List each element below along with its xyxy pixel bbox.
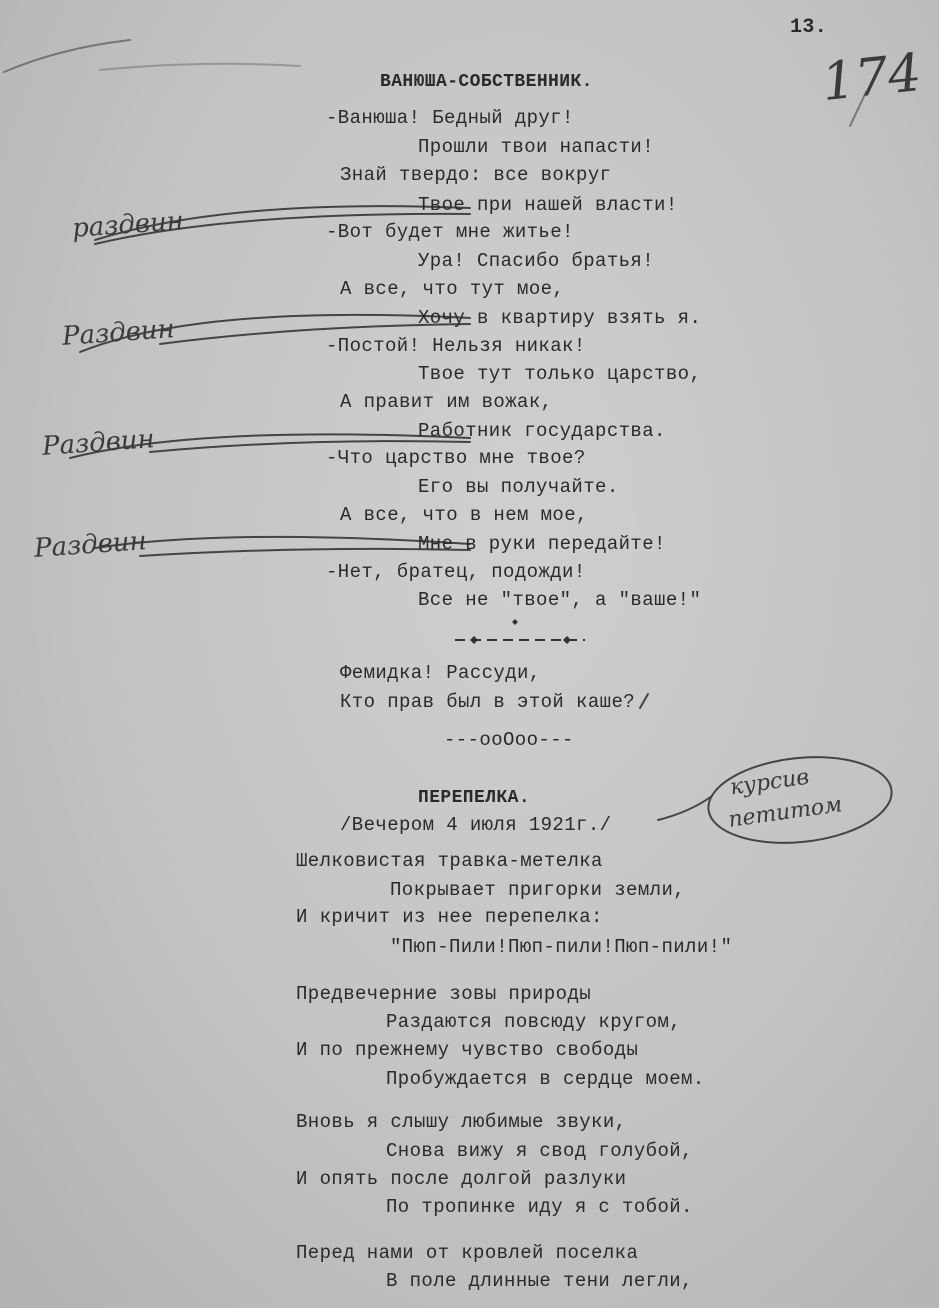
poem-subtitle: /Вечером 4 июля 1921г./	[340, 814, 612, 836]
poem-line: -Постой! Нельзя никак!	[326, 335, 586, 357]
poem-line: И по прежнему чувство свободы	[296, 1039, 639, 1061]
poem-line: Мне в руки передайте!	[418, 533, 666, 555]
poem-line: Твое при нашей власти!	[418, 194, 678, 216]
margin-note: Раздвин	[61, 314, 176, 352]
poem-title: ВАНЮША-СОБСТВЕННИК.	[380, 72, 593, 92]
side-note: петитом	[726, 792, 844, 833]
poem-line: Снова вижу я свод голубой,	[386, 1140, 693, 1162]
poem-line: А все, что тут мое,	[340, 278, 565, 300]
poem-ending-line: Фемидка! Рассуди,	[340, 662, 541, 684]
poem-line: Вновь я слышу любимые звуки,	[296, 1111, 627, 1133]
poem-line: "Пюп-Пили!Пюп-пили!Пюп-пили!"	[390, 936, 733, 958]
poem-line: Хочу в квартиру взять я.	[418, 307, 702, 329]
poem-line: В поле длинные тени легли,	[386, 1270, 693, 1292]
poem-line: Перед нами от кровлей поселка	[296, 1242, 639, 1264]
poem-line: Ура! Спасибо братья!	[418, 250, 655, 272]
end-mark: ---ooOoo---	[444, 729, 574, 751]
poem-line: Твое тут только царство,	[418, 363, 702, 385]
poem-line: Пробуждается в сердце моем.	[386, 1068, 705, 1090]
poem-line: Раздаются повсюду кругом,	[386, 1011, 682, 1033]
margin-note: раздвин	[71, 206, 185, 244]
poem-line: А правит им вожак,	[340, 391, 553, 413]
poem-line: Все не "твое", а "ваше!"	[418, 589, 702, 611]
poem-line: Покрывает пригорки земли,	[390, 879, 686, 901]
poem-line: Шелковистая травка-метелка	[296, 850, 603, 872]
page-number: 13.	[790, 16, 828, 39]
poem-line: -Что царство мне твое?	[326, 447, 586, 469]
poem-line: -Вот будет мне житье!	[326, 221, 574, 243]
poem-line: И кричит из нее перепелка:	[296, 906, 603, 928]
margin-note: Раздвин	[33, 526, 148, 564]
poem-line: -Нет, братец, подожди!	[326, 561, 586, 583]
archive-number: 174	[819, 42, 925, 114]
poem-line: По тропинке иду я с тобой.	[386, 1196, 693, 1218]
poem-line: Предвечерние зовы природы	[296, 983, 592, 1005]
poem-line: Работник государства.	[418, 420, 666, 442]
poem-line: -Ванюша! Бедный друг!	[326, 107, 574, 129]
poem-line: И опять после долгой разлуки	[296, 1168, 627, 1190]
margin-note: Раздвин	[41, 424, 156, 462]
poem-line: А все, что в нем мое,	[340, 504, 588, 526]
poem-ending-line: Кто прав был в этой каше?	[340, 691, 636, 713]
side-note: курсив	[728, 764, 811, 801]
poem-line: Прошли твои напасти!	[418, 136, 655, 158]
poem-line: Его вы получайте.	[418, 476, 619, 498]
poem-line: Знай твердо: все вокруг	[340, 164, 612, 186]
poem-title: ПЕРЕПЕЛКА.	[418, 788, 531, 808]
